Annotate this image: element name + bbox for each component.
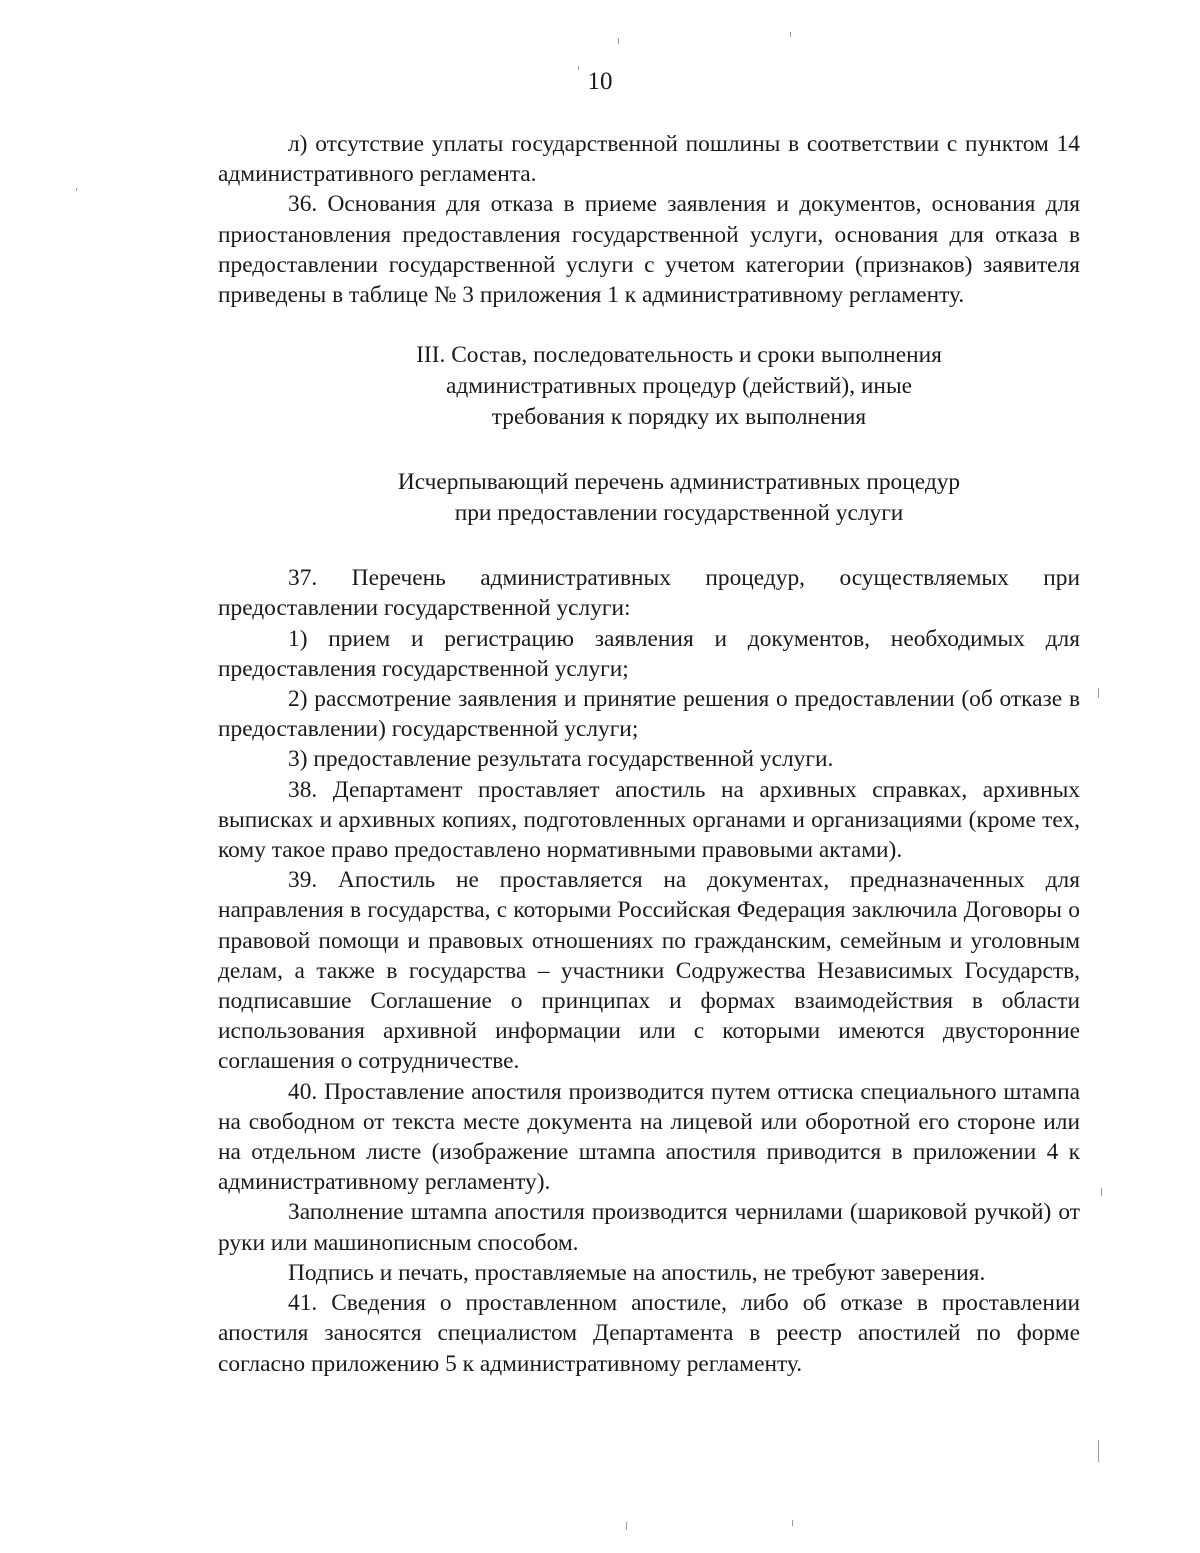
- subsection-heading: [218, 467, 1080, 529]
- section-heading-line: III. Состав, последовательность и сроки выполнения: [416, 342, 942, 369]
- scan-speck: [76, 188, 77, 191]
- section-heading-line: требования к порядку их выполнения: [491, 404, 867, 431]
- paragraph-38: 38. Департамент проставляет апостиль на архивных справках, архивных выписках и архивных копиях, подготовленных органами и организациями (кроме тех, кому такое право предоставлено нормативными правовыми актами).: [218, 776, 1080, 864]
- paragraph-37-item-2: 2) рассмотрение заявления и принятие решения о предоставлении (об отказе в предоставлении) государственной услуги;: [218, 686, 1080, 743]
- paragraph-40-signature: Подпись и печать, проставляемые на апостиль, не требуют заверения.: [288, 1259, 986, 1286]
- page-number: 10: [587, 68, 613, 95]
- paragraph-37-item-3: 3) предоставление результата государственной услуги.: [288, 746, 834, 773]
- subsection-heading-line: Исчерпывающий перечень административных процедур: [397, 469, 961, 496]
- scan-speck: [618, 38, 619, 44]
- scan-speck: [1098, 688, 1099, 698]
- subsection-heading-line: при предоставлении государственной услуги: [454, 500, 904, 527]
- paragraph-39: 39. Апостиль не проставляется на документах, предназначенных для направления в государства, с которыми Российская Федерация заключила Договоры о правовой помощи и правовых отношениях по гражданским, семейным и уголовным делам, а также в государства – участники Содружества Независимых Государств, подписавшие Соглашение о принципах и формах взаимодействия в области использования архивной информации или с которыми имеются двусторонние соглашения о сотрудничестве.: [218, 867, 1080, 1075]
- paragraph-37: 37. Перечень административных процедур, осуществляемых при предоставлении государственной услуги:: [218, 565, 1080, 622]
- scan-speck: [1101, 1188, 1102, 1196]
- scan-speck: [626, 1522, 627, 1530]
- paragraph-l: л) отсутствие уплаты государственной пошлины в соответствии с пунктом 14 административного регламента.: [218, 131, 1080, 188]
- scan-speck: [790, 32, 791, 37]
- paragraph-36: 36. Основания для отказа в приеме заявления и документов, основания для приостановления предоставления государственной услуги, основания для отказа в предоставлении государственной услуги с учетом категории (признаков) заявителя приведены в таблице № 3 приложения 1 к административному регламенту.: [218, 191, 1080, 309]
- scan-speck: [578, 66, 579, 70]
- paragraph-40-filling: Заполнение штампа апостиля производится чернилами (шариковой ручкой) от руки или машинописным способом.: [218, 1199, 1080, 1256]
- paragraph-40: 40. Проставление апостиля производится путем оттиска специального штампа на свободном от текста месте документа на лицевой или оборотной его стороне или на отдельном листе (изображение штампа апостиля приводится в приложении 4 к административному регламенту).: [218, 1078, 1080, 1196]
- section-heading-line: административных процедур (действий), иные: [445, 373, 913, 400]
- scan-speck: [1098, 1440, 1099, 1462]
- paragraph-37-item-1: 1) прием и регистрацию заявления и документов, необходимых для предоставления государственной услуги;: [218, 625, 1080, 682]
- section-heading: [218, 340, 1080, 433]
- paragraph-41: 41. Сведения о проставленном апостиле, либо об отказе в проставлении апостиля заносятся специалистом Департамента в реестр апостилей по форме согласно приложению 5 к административному регламенту.: [218, 1290, 1080, 1377]
- document-body: [218, 129, 1080, 1379]
- scan-speck: [792, 1520, 793, 1526]
